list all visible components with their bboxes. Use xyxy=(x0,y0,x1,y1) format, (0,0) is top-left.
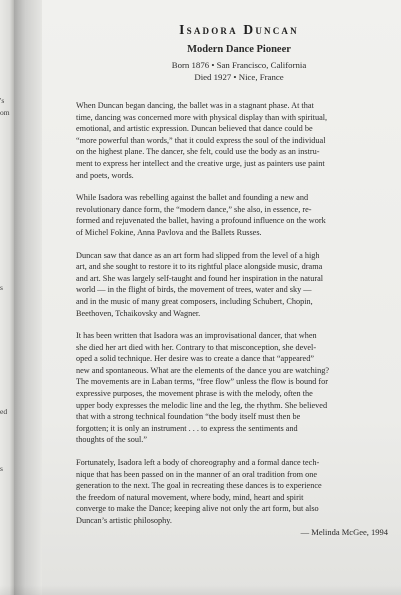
text-line: she died her art died with her. Contrary to that misconception, she devel- xyxy=(76,342,317,352)
text-line: Beethoven, Tchaikovsky and Wagner. xyxy=(76,308,201,318)
text-line: nique that has been passed on in the manner of an oral tradition from one xyxy=(76,469,318,479)
page-title: Isadora Duncan xyxy=(179,22,299,37)
paragraph xyxy=(76,100,394,181)
text-line: on the highest plane. The dancer, she felt, could use the body as an instru- xyxy=(76,147,320,157)
page-subtitle: Modern Dance Pioneer xyxy=(187,44,291,55)
text-line: When Duncan began dancing, the ballet was in a stagnant phase. At that xyxy=(76,101,314,110)
header xyxy=(84,22,394,83)
text-line: that with a strong technical foundation “the body itself must then be xyxy=(76,412,301,422)
text-line: expressive purposes, the movement phrase is with the melody, often the xyxy=(76,389,313,399)
text-line: Duncan’s artistic philosophy. xyxy=(76,516,172,525)
paragraph xyxy=(76,250,394,320)
left-page-fragment: ed xyxy=(0,407,8,416)
text-line: The movements are in Laban terms, “free flow” unless the flow is bound for xyxy=(76,377,329,387)
author-signature: — Melinda McGee, 1994 xyxy=(300,526,388,537)
page-content xyxy=(76,22,394,538)
paragraph xyxy=(76,192,394,238)
text-line: formed and rejuvenated the ballet, having a profound influence on the work xyxy=(76,216,326,226)
left-page-fragment: s xyxy=(0,283,3,292)
text-line: upper body expresses the melodic line and the leg, the rhythm. She believed xyxy=(76,400,328,410)
text-line: ment to express her intellect and the creative urge, just as painters use paint xyxy=(76,158,325,168)
left-page-fragment: om xyxy=(0,108,10,117)
text-line: new and spontaneous. What are the elements of the dance you are watching? xyxy=(76,365,329,375)
text-line: generation to the next. The goal in recreating these dances is to experience xyxy=(76,481,322,491)
text-line: revolutionary dance form, the “modern dance,” she also, in essence, re- xyxy=(76,204,312,214)
book-gutter xyxy=(14,0,42,595)
text-line: While Isadora was rebelling against the ballet and founding a new and xyxy=(76,193,309,203)
text-line: Fortunately, Isadora left a body of choreography and a formal dance tech- xyxy=(76,458,320,468)
left-page-fragment: 's xyxy=(0,96,5,105)
article-body xyxy=(76,100,394,527)
text-line: “more powerful than words,” that it could express the soul of the individual xyxy=(76,135,326,145)
paragraph xyxy=(76,330,394,446)
bottom-shadow xyxy=(0,585,401,595)
text-line: of Michel Fokine, Anna Pavlova and the Ballets Russes. xyxy=(76,227,262,237)
text-line: thoughts of the soul.” xyxy=(76,435,148,445)
birth-info: Born 1876 • San Francisco, California xyxy=(171,60,307,70)
text-line: time, dancing was concerned more with physical display than with spiritual, xyxy=(76,112,328,122)
text-line: converge to make the Dance; keeping alive not only the art form, but also xyxy=(76,504,319,514)
left-page-fragment: s xyxy=(0,464,3,473)
program-page xyxy=(42,0,401,595)
text-line: and art. She was largely self-taught and found her inspiration in the natural xyxy=(76,273,324,283)
text-line: and poets, words. xyxy=(76,170,134,180)
text-line: forgotten; it is only an instrument . . . to express the sentiments and xyxy=(76,423,298,433)
text-line: art, and she sought to restore it to its rightful place alongside music, drama xyxy=(76,262,323,272)
paragraph xyxy=(76,457,394,527)
text-line: emotional, and artistic expression. Duncan believed that dance could be xyxy=(76,124,313,134)
left-page-edge xyxy=(0,0,14,595)
text-line: world — in the flight of birds, the movement of trees, water and sky — xyxy=(76,285,312,295)
text-line: oped a solid technique. Her desire was to create a dance that “appeared” xyxy=(76,354,314,364)
text-line: and in the music of many great composers, including Schubert, Chopin, xyxy=(76,296,313,306)
text-line: Duncan saw that dance as an art form had slipped from the level of a high xyxy=(76,250,320,260)
death-info: Died 1927 • Nice, France xyxy=(194,72,284,82)
text-line: It has been written that Isadora was an improvisational dancer, that when xyxy=(76,331,317,341)
text-line: the freedom of natural movement, where body, mind, heart and spirit xyxy=(76,492,304,502)
